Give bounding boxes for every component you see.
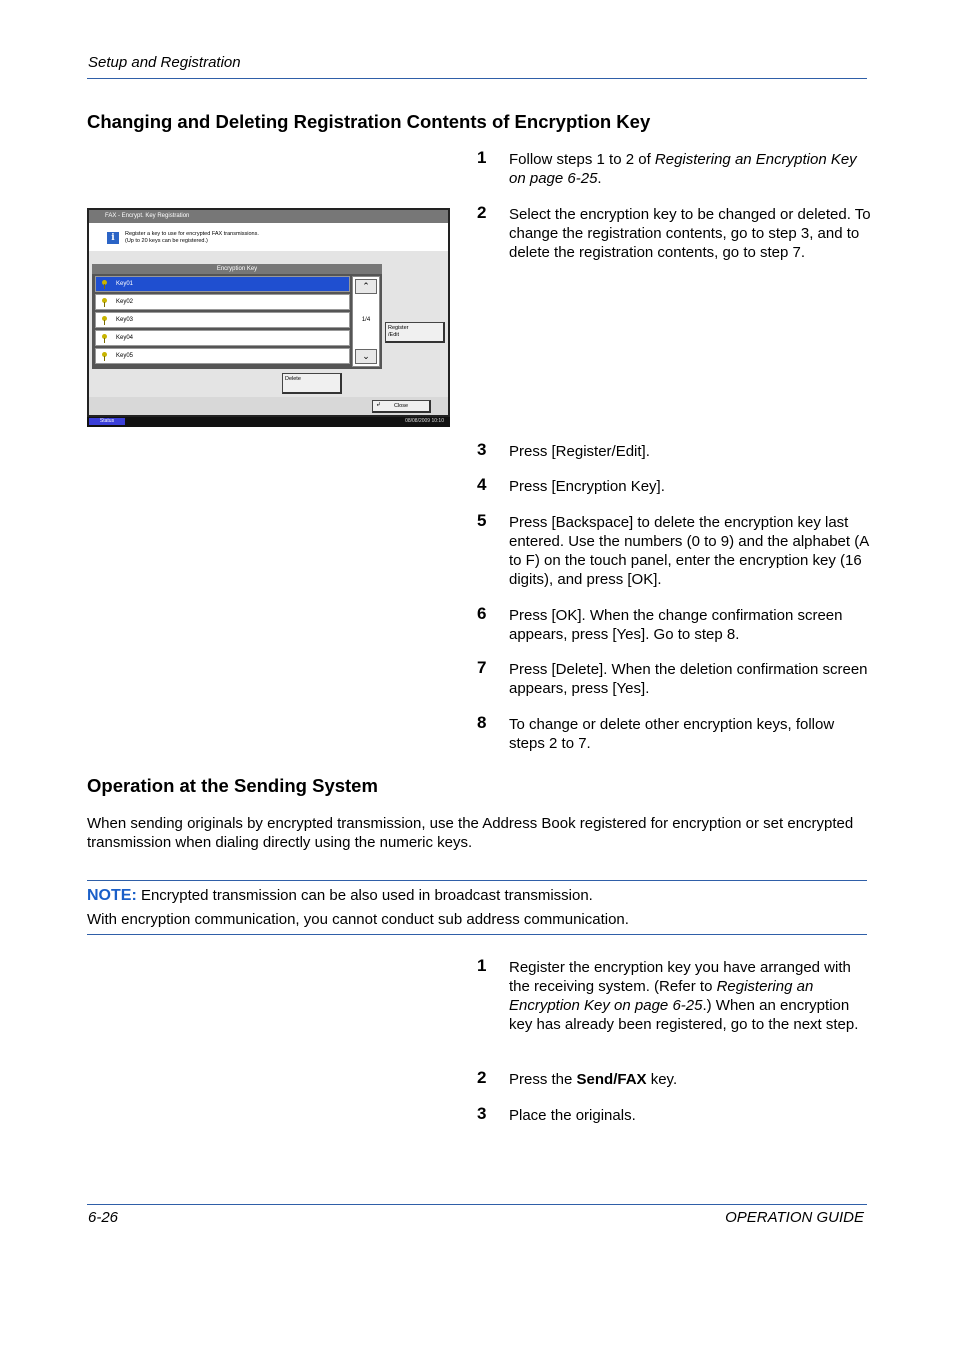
date-time: 08/08/2009 10:10 xyxy=(405,418,444,424)
chevron-down-icon: ⌄ xyxy=(362,351,370,361)
note-rule-top xyxy=(87,880,867,881)
scroll-up-button[interactable] xyxy=(355,279,377,294)
step-text: Press [Delete]. When the deletion confirmation screen appears, press [Yes]. xyxy=(509,661,868,697)
step-text: Register the encryption key you have arranged with the receiving system. (Refer to Registering an Encryption Key on page 6-25.) When an encryption key has already been registered, go to the next step. xyxy=(509,959,859,1033)
register-edit-button[interactable]: Register /Edit xyxy=(385,322,445,343)
list-header: Encryption Key xyxy=(92,264,382,274)
step-text: Follow steps 1 to 2 of Registering an Encryption Key on page 6-25. xyxy=(509,151,857,187)
step-number: 1 xyxy=(477,956,487,975)
panel-body xyxy=(89,210,448,415)
key-icon xyxy=(102,298,107,306)
info-box xyxy=(89,223,448,251)
list-scrollbar xyxy=(352,276,380,367)
touch-panel-screenshot xyxy=(87,208,450,427)
list-item[interactable]: Key02 xyxy=(95,294,350,310)
status-button[interactable]: Status xyxy=(89,418,125,425)
step-text: Place the originals. xyxy=(509,1107,636,1124)
key-icon xyxy=(102,334,107,342)
step-text: Select the encryption key to be changed or deleted. To change the registration contents, go to step 3, and to delete the registration contents, go to step 7. xyxy=(509,206,871,261)
running-header: Setup and Registration xyxy=(88,54,241,71)
list-item[interactable]: Key04 xyxy=(95,330,350,346)
step-text: Press [Register/Edit]. xyxy=(509,443,650,460)
key-icon xyxy=(102,280,107,288)
return-icon: ↲ xyxy=(376,402,381,408)
header-rule xyxy=(87,78,867,79)
step-number: 4 xyxy=(477,475,487,494)
step-number: 2 xyxy=(477,203,487,222)
info-icon: i xyxy=(107,232,119,244)
step-number: 1 xyxy=(477,148,487,167)
list-item[interactable]: Key01 xyxy=(95,276,350,292)
step-number: 6 xyxy=(477,604,487,623)
step-number: 2 xyxy=(477,1068,487,1087)
section-title: Changing and Deleting Registration Contents of Encryption Key xyxy=(87,111,651,132)
guide-title: OPERATION GUIDE xyxy=(725,1209,864,1226)
key-icon xyxy=(102,352,107,360)
screen-titlebar: FAX - Encrypt. Key Registration xyxy=(89,210,448,223)
key-icon xyxy=(102,316,107,324)
encryption-key-list xyxy=(92,264,382,369)
status-bar xyxy=(87,417,450,427)
bottom-bar xyxy=(89,397,448,415)
info-text: Register a key to use for encrypted FAX transmissions. (Up to 20 keys can be registered.) xyxy=(125,231,259,244)
step-number: 7 xyxy=(477,658,487,677)
page-indicator: 1/4 xyxy=(361,317,371,323)
step-number: 3 xyxy=(477,1104,487,1123)
chevron-up-icon: ⌃ xyxy=(362,281,370,291)
step-text: Press [Backspace] to delete the encryption key last entered. Use the numbers (0 to 9) and the alphabet (A to F) on the touch panel, enter the encryption key (16 digits), and press [OK]. xyxy=(509,514,869,588)
note-box: NOTE: Encrypted transmission can be also used in broadcast transmission. With encryption communication, you cannot conduct sub address communication. xyxy=(87,887,629,928)
step-text: Press [Encryption Key]. xyxy=(509,478,665,495)
step-number: 5 xyxy=(477,511,487,530)
note-rule-bottom xyxy=(87,934,867,935)
step-text: Press the Send/FAX key. xyxy=(509,1071,678,1088)
step-text: Press [OK]. When the change confirmation screen appears, press [Yes]. Go to step 8. xyxy=(509,607,843,643)
step-number: 8 xyxy=(477,713,487,732)
step-text: To change or delete other encryption keys, follow steps 2 to 7. xyxy=(509,716,835,752)
delete-button[interactable]: Delete xyxy=(282,373,342,394)
list-item[interactable]: Key03 xyxy=(95,312,350,328)
footer-rule xyxy=(87,1204,867,1205)
page-number: 6-26 xyxy=(88,1209,119,1226)
body-paragraph: When sending originals by encrypted transmission, use the Address Book registered for encryption or set encrypted transmission when dialing directly using the numeric keys. xyxy=(87,815,854,851)
section-title: Operation at the Sending System xyxy=(87,775,378,796)
scroll-down-button[interactable] xyxy=(355,349,377,364)
step-number: 3 xyxy=(477,440,487,459)
close-button[interactable]: ↲ Close xyxy=(372,400,431,413)
list-item[interactable]: Key05 xyxy=(95,348,350,364)
note-label: NOTE: xyxy=(87,887,137,904)
